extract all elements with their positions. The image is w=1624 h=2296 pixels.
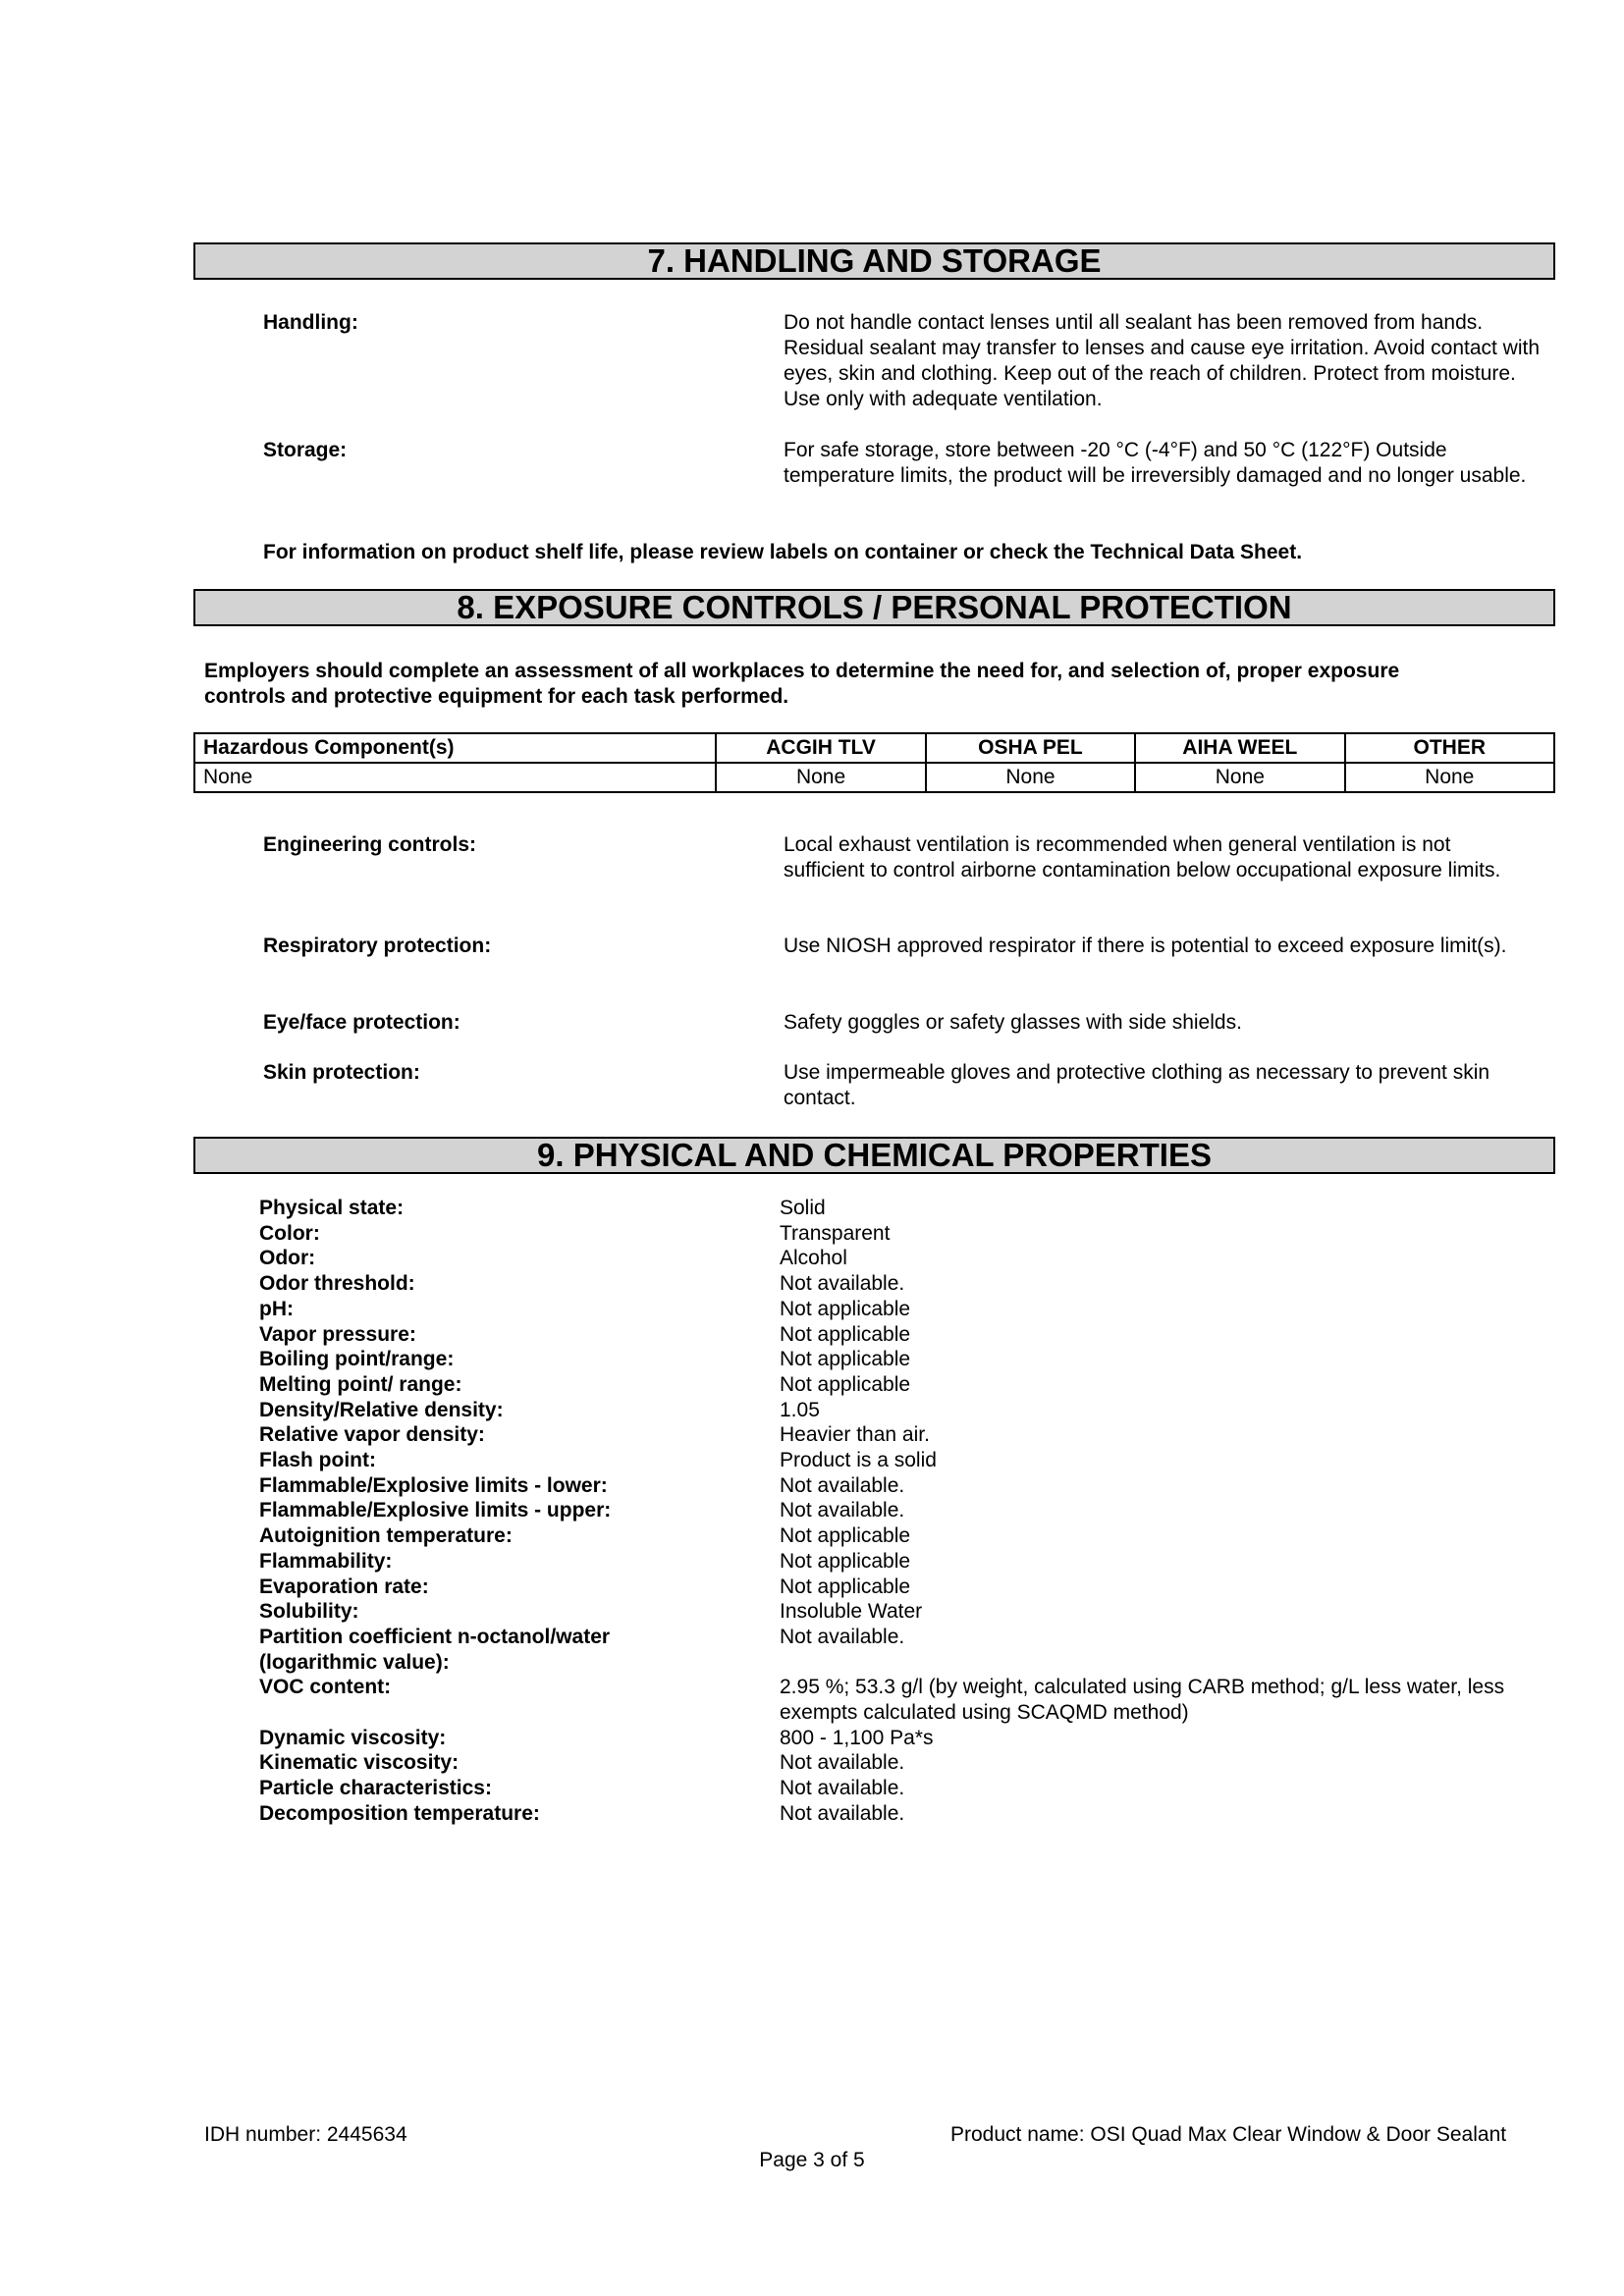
property-label: Color: <box>259 1221 320 1245</box>
property-value: Not applicable <box>780 1575 911 1598</box>
exposure-limits-table <box>193 732 1555 793</box>
storage-value: For safe storage, store between -20 °C (-4°F) and 50 °C (122°F) Outside temperature limits, the product will be irreversibly damaged and no longer usable. <box>784 439 1527 487</box>
property-value: Insoluble Water <box>780 1600 923 1624</box>
list-item <box>259 1801 1536 1827</box>
respiratory-value: Use NIOSH approved respirator if there is potential to exceed exposure limit(s). <box>784 934 1507 957</box>
table-row <box>194 763 1554 792</box>
property-value: Not applicable <box>780 1348 911 1371</box>
property-label: Flammable/Explosive limits - upper: <box>259 1499 612 1522</box>
properties-list <box>259 1196 1536 1827</box>
list-item <box>259 1599 1536 1625</box>
list-item <box>259 1297 1536 1322</box>
property-label: Flash point: <box>259 1449 376 1472</box>
property-value: Not available. <box>780 1625 905 1648</box>
property-label: VOC content: <box>259 1676 392 1699</box>
handling-value: Do not handle contact lenses until all sealant has been removed from hands. Residual sealant may transfer to lenses and cause eye irritation. Avoid contact with eyes, skin and clothing. Keep out of the reach of children. Protect from moisture. Use only with adequate ventilation. <box>784 311 1541 410</box>
property-label: Flammable/Explosive limits - lower: <box>259 1473 608 1497</box>
list-item <box>259 1473 1536 1499</box>
property-label: Decomposition temperature: <box>259 1801 540 1825</box>
section-8-header: 8. EXPOSURE CONTROLS / PERSONAL PROTECTION <box>193 589 1555 626</box>
property-value: Solid <box>780 1197 826 1219</box>
property-value: Not available. <box>780 1272 905 1296</box>
property-value: 1.05 <box>780 1398 820 1421</box>
property-label: Kinematic viscosity: <box>259 1751 460 1775</box>
property-value: Not applicable <box>780 1322 911 1346</box>
table-cell: None <box>1345 763 1554 792</box>
property-label: Evaporation rate: <box>259 1575 429 1598</box>
property-label: Boiling point/range: <box>259 1348 455 1371</box>
list-item <box>259 1498 1536 1523</box>
property-label: Relative vapor density: <box>259 1423 485 1447</box>
footer-idh-number: IDH number: 2445634 <box>204 2123 407 2146</box>
table-cell: None <box>1135 763 1344 792</box>
list-item <box>259 1347 1536 1372</box>
property-value: Not available. <box>780 1777 905 1800</box>
list-item <box>259 1750 1536 1776</box>
property-label: Density/Relative density: <box>259 1398 504 1421</box>
list-item <box>259 1372 1536 1398</box>
list-item <box>259 1271 1536 1297</box>
column-header: OSHA PEL <box>926 733 1135 763</box>
list-item <box>259 1523 1536 1549</box>
property-value: Not available. <box>780 1473 905 1497</box>
property-value: 800 - 1,100 Pa*s <box>780 1726 934 1749</box>
footer-page-number: Page 3 of 5 <box>759 2149 865 2171</box>
section-7-header: 7. HANDLING AND STORAGE <box>193 242 1555 280</box>
exposure-intro: Employers should complete an assessment of all workplaces to determine the need for, and selection of, proper exposure controls and protective equipment for each task performed. <box>204 660 1400 708</box>
property-value: Not applicable <box>780 1372 911 1396</box>
skin-value: Use impermeable gloves and protective clothing as necessary to prevent skin contact. <box>784 1061 1490 1109</box>
property-label: Odor threshold: <box>259 1272 415 1296</box>
property-label: Melting point/ range: <box>259 1372 462 1396</box>
handling-label: Handling: <box>263 311 358 334</box>
list-item <box>259 1246 1536 1271</box>
property-label: Flammability: <box>259 1549 393 1573</box>
list-item <box>259 1549 1536 1575</box>
footer-product-name: Product name: OSI Quad Max Clear Window & Door Sealant <box>950 2123 1507 2146</box>
shelf-life-note: For information on product shelf life, please review labels on container or check the Technical Data Sheet. <box>263 541 1303 563</box>
property-label: Partition coefficient n-octanol/water (logarithmic value): <box>259 1625 611 1674</box>
property-value: Not applicable <box>780 1549 911 1573</box>
eye-label: Eye/face protection: <box>263 1011 460 1034</box>
property-label: Autoignition temperature: <box>259 1524 513 1548</box>
table-cell: None <box>716 763 925 792</box>
list-item <box>259 1422 1536 1448</box>
list-item <box>259 1575 1536 1600</box>
eye-value: Safety goggles or safety glasses with side shields. <box>784 1011 1242 1034</box>
list-item <box>259 1196 1536 1221</box>
skin-label: Skin protection: <box>263 1061 420 1084</box>
list-item <box>259 1448 1536 1473</box>
property-value: Product is a solid <box>780 1449 937 1472</box>
property-value: Not available. <box>780 1751 905 1775</box>
property-value: Not applicable <box>780 1297 911 1320</box>
list-item <box>259 1625 1536 1675</box>
property-value: Alcohol <box>780 1247 847 1270</box>
property-value: Not applicable <box>780 1524 911 1548</box>
property-label: Vapor pressure: <box>259 1322 416 1346</box>
table-cell: None <box>194 763 716 792</box>
property-label: Particle characteristics: <box>259 1777 492 1800</box>
list-item <box>259 1398 1536 1423</box>
property-value: Heavier than air. <box>780 1423 930 1447</box>
list-item <box>259 1322 1536 1348</box>
list-item <box>259 1776 1536 1801</box>
property-label: Physical state: <box>259 1197 405 1219</box>
storage-label: Storage: <box>263 439 348 461</box>
column-header: AIHA WEEL <box>1135 733 1344 763</box>
table-header-row <box>194 733 1554 763</box>
engineering-value: Local exhaust ventilation is recommended when general ventilation is not sufficient to control airborne contamination below occupational exposure limits. <box>784 833 1501 881</box>
property-label: Odor: <box>259 1247 316 1270</box>
respiratory-label: Respiratory protection: <box>263 934 492 957</box>
section-9-header: 9. PHYSICAL AND CHEMICAL PROPERTIES <box>193 1137 1555 1174</box>
column-header: ACGIH TLV <box>716 733 925 763</box>
property-value: 2.95 %; 53.3 g/l (by weight, calculated using CARB method; g/L less water, less exempts calculated using SCAQMD method) <box>780 1676 1505 1725</box>
list-item <box>259 1221 1536 1247</box>
engineering-label: Engineering controls: <box>263 833 477 856</box>
property-label: Dynamic viscosity: <box>259 1726 447 1749</box>
property-label: pH: <box>259 1297 294 1320</box>
property-value: Not available. <box>780 1801 905 1825</box>
list-item <box>259 1726 1536 1751</box>
property-value: Not available. <box>780 1499 905 1522</box>
list-item <box>259 1675 1536 1725</box>
column-header: Hazardous Component(s) <box>194 733 716 763</box>
property-label: Solubility: <box>259 1600 359 1624</box>
table-cell: None <box>926 763 1135 792</box>
column-header: OTHER <box>1345 733 1554 763</box>
property-value: Transparent <box>780 1221 891 1245</box>
